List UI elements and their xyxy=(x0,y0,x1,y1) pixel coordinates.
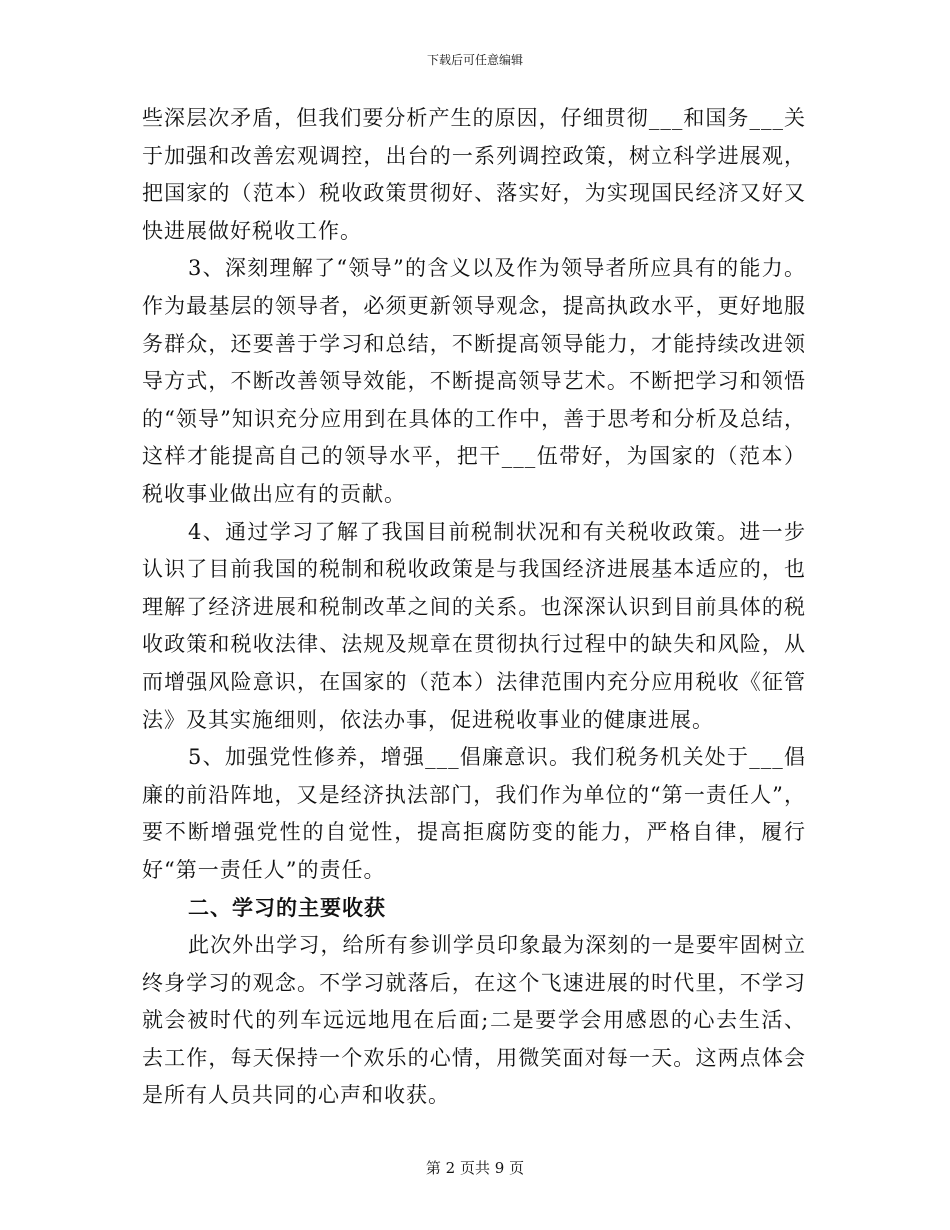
page-header: 下载后可任意编辑 xyxy=(426,53,523,67)
paragraph-item-5: 5、加强党性修养，增强___倡廉意识。我们税务机关处于___倡廉的前沿阵地，又是经济执法部门，我们作为单位的“第一责任人”，要不断增强党性的自觉性，提高拒腐防变的能力，严格自律，履行好“第一责任人”的责任。 xyxy=(142,745,806,882)
section-heading: 二、学习的主要收获 xyxy=(188,895,386,921)
paragraph-item-4: 4、通过学习了解了我国目前税制状况和有关税收政策。进一步认识了目前我国的税制和税收政策是与我国经济进展基本适应的，也理解了经济进展和税制改革之间的关系。也深深认识到目前具体的税收政策和税收法律、法规及规章在贯彻执行过程中的缺失和风险，从而增强风险意识，在国家的（范本）法律范围内充分应用税收《征管法》及其实施细则，依法办事，促进税收事业的健康进展。 xyxy=(142,519,806,732)
page-number: 第 2 页共 9 页 xyxy=(425,1159,525,1177)
paragraph-item-3: 3、深刻理解了“领导”的含义以及作为领导者所应具有的能力。作为最基层的领导者，必须更新领导观念，提高执政水平，更好地服务群众，还要善于学习和总结，不断提高领导能力，才能持续改进领导方式，不断改善领导效能，不断提高领导艺术。不断把学习和领悟的“领导”知识充分应用到在具体的工作中，善于思考和分析及总结，这样才能提高自己的领导水平，把干___伍带好，为国家的（范本）税收事业做出应有的贡献。 xyxy=(142,256,806,506)
document-body xyxy=(142,100,806,1115)
paragraph-continuation: 些深层次矛盾，但我们要分析产生的原因，仔细贯彻___和国务___关于加强和改善宏观调控，出台的一系列调控政策，树立科学进展观，把国家的（范本）税收政策贯彻好、落实好，为实现国民经济又好又快进展做好税收工作。 xyxy=(142,106,806,243)
paragraph-harvest: 此次外出学习，给所有参训学员印象最为深刻的一是要牢固树立终身学习的观念。不学习就落后，在这个飞速进展的时代里，不学习就会被时代的列车远远地甩在后面;二是要学会用感恩的心去生活、去工作，每天保持一个欢乐的心情，用微笑面对每一天。这两点体会是所有人员共同的心声和收获。 xyxy=(142,933,806,1108)
